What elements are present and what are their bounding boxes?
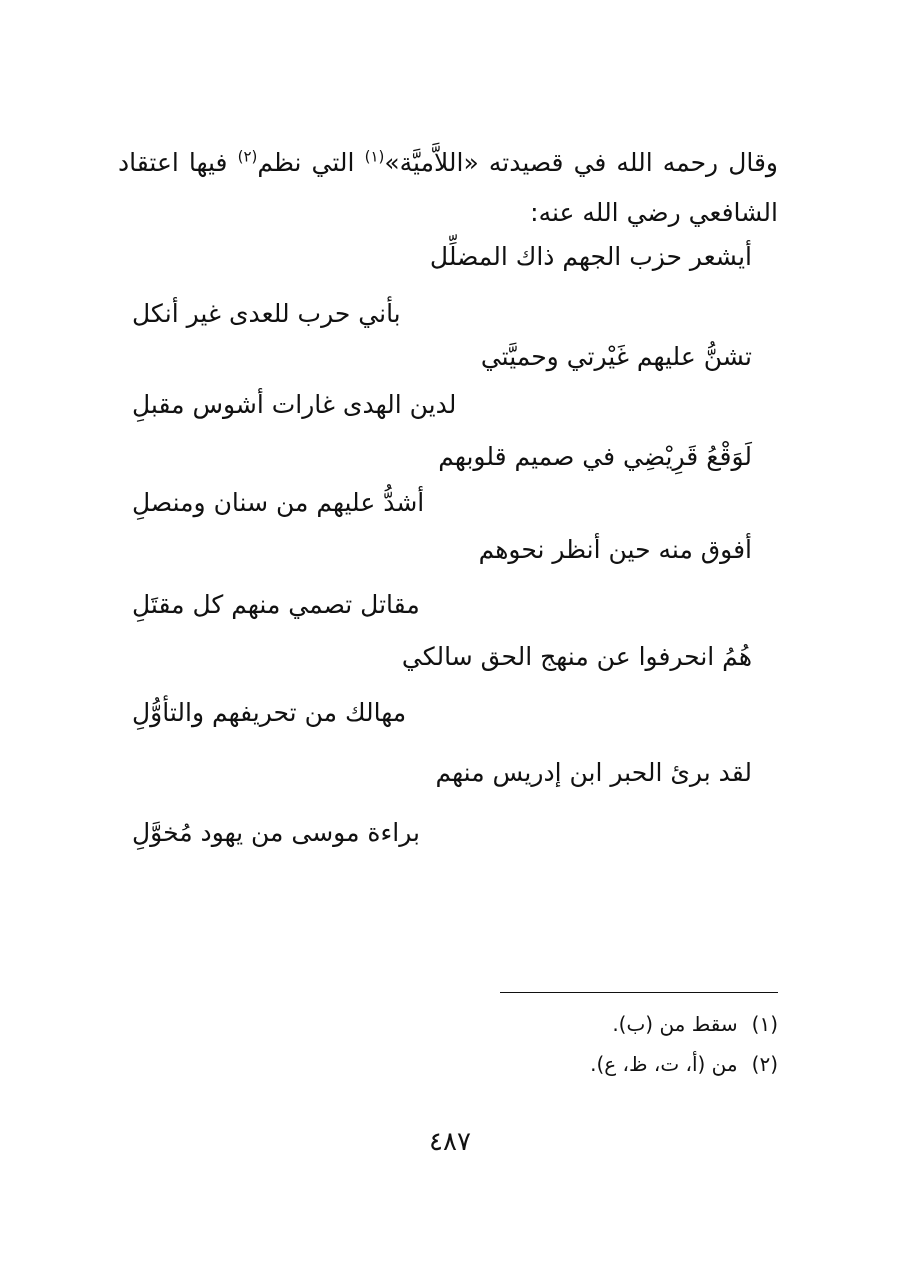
verse-line-6: أشدُّ عليهم من سنان ومنصلِ bbox=[132, 488, 425, 517]
footnote-1-marker: (١) bbox=[751, 1012, 778, 1036]
intro-text-part2: التي نظم bbox=[257, 148, 365, 177]
verse-line-4: لدين الهدى غارات أشوس مقبلِ bbox=[132, 390, 457, 419]
verse-line-11: لقد برئ الحبر ابن إدريس منهم bbox=[435, 758, 752, 787]
verse-line-2: بأني حرب للعدى غير أنكل bbox=[132, 299, 401, 328]
intro-paragraph bbox=[118, 138, 778, 238]
footnote-1-text: سقط من (ب). bbox=[612, 1012, 738, 1036]
footnote-2-text: من (أ، ت، ظ، ع). bbox=[590, 1052, 738, 1076]
footnote-separator bbox=[500, 992, 778, 993]
footnote-ref-1: (١) bbox=[364, 147, 385, 166]
verse-line-8: مقاتل تصمي منهم كل مقتَلِ bbox=[132, 590, 420, 619]
intro-text-part3: فيها اعتقاد الشافعي رضي الله عنه: bbox=[118, 148, 778, 227]
page-number: ٤٨٧ bbox=[429, 1127, 471, 1157]
verse-line-12: براءة موسى من يهود مُخوَّلِ bbox=[132, 818, 420, 847]
verse-line-3: تشنُّ عليهم غَيْرتي وحميَّتي bbox=[480, 342, 752, 371]
footnote-2 bbox=[178, 1049, 778, 1079]
footnote-ref-2: (٢) bbox=[237, 147, 258, 166]
footnote-2-marker: (٢) bbox=[751, 1052, 778, 1076]
intro-text-part1: وقال رحمه الله في قصيدته «اللاَّميَّة» bbox=[384, 148, 778, 177]
verse-line-7: أفوق منه حين أنظر نحوهم bbox=[478, 535, 752, 564]
verse-line-1: أيشعر حزب الجهم ذاك المضلِّل bbox=[429, 242, 752, 271]
footnote-1 bbox=[178, 1009, 778, 1039]
verse-line-9: هُمُ انحرفوا عن منهج الحق سالكي bbox=[401, 642, 752, 671]
verse-line-5: لَوَقْعُ قَرِيْضِي في صميم قلوبهم bbox=[438, 442, 752, 471]
verse-line-10: مهالك من تحريفهم والتأوُّلِ bbox=[132, 698, 407, 727]
